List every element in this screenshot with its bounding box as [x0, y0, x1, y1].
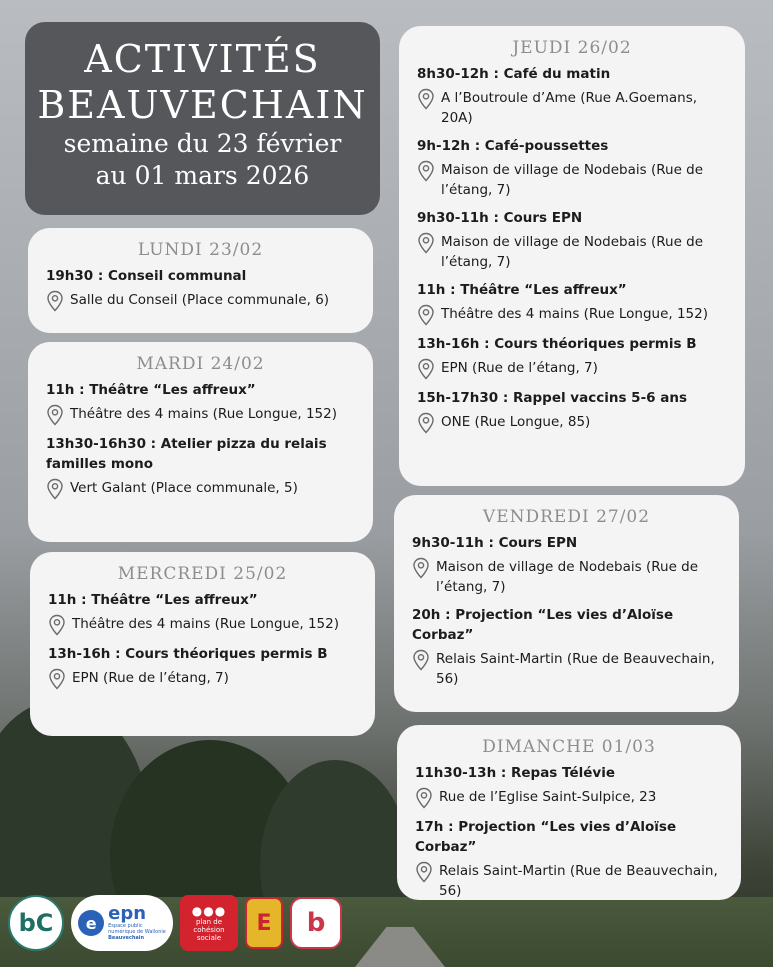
- title-banner: [25, 22, 380, 215]
- location-pin-icon: [46, 404, 64, 426]
- title-line-1: ACTIVITÉS: [84, 37, 321, 81]
- event-place-text: Salle du Conseil (Place communale, 6): [70, 292, 330, 308]
- day-label: JEUDI 26/02: [512, 38, 632, 58]
- day-card-dimanche: [397, 725, 741, 900]
- event-location: [417, 160, 727, 200]
- event-location: [48, 668, 357, 690]
- event-title: 13h30-16h30 : Atelier pizza du relais familles mono: [46, 436, 327, 472]
- event-location: [417, 304, 727, 326]
- pcs-dots-icon: ●●●: [191, 904, 227, 918]
- event-place-text: Relais Saint-Martin (Rue de Beauvechain, 56): [439, 863, 718, 899]
- event-title: 8h30-12h : Café du matin: [417, 66, 611, 82]
- event-title: 17h : Projection “Les vies d’Aloïse Corbaz”: [415, 819, 677, 855]
- location-pin-icon: [48, 614, 66, 636]
- location-pin-icon: [415, 787, 433, 809]
- day-label: MARDI 24/02: [136, 354, 265, 374]
- event-place-text: EPN (Rue de l’étang, 7): [72, 670, 229, 686]
- location-pin-icon: [417, 88, 435, 110]
- event-title: 11h30-13h : Repas Télévie: [415, 765, 615, 781]
- event-place-text: Vert Galant (Place communale, 5): [70, 480, 298, 496]
- location-pin-icon: [417, 304, 435, 326]
- event-location: [417, 88, 727, 128]
- event-title: 20h : Projection “Les vies d’Aloïse Corbaz”: [412, 607, 674, 643]
- event-place-text: Théâtre des 4 mains (Rue Longue, 152): [441, 306, 709, 322]
- location-pin-icon: [415, 861, 433, 883]
- event-title: 13h-16h : Cours théoriques permis B: [417, 336, 697, 352]
- event-place-text: Maison de village de Nodebais (Rue de l’étang, 7): [441, 162, 704, 198]
- epn-e-icon: e: [78, 910, 104, 936]
- event-place-text: A l’Boutroule d’Ame (Rue A.Goemans, 20A): [441, 90, 698, 126]
- event-place-text: Maison de village de Nodebais (Rue de l’étang, 7): [436, 559, 699, 595]
- event-location: [48, 614, 357, 636]
- event-title: 9h30-11h : Cours EPN: [412, 535, 578, 551]
- location-pin-icon: [412, 557, 430, 579]
- b-logo: b: [290, 897, 342, 949]
- event-location: [412, 649, 721, 689]
- day-label: MERCREDI 25/02: [117, 564, 288, 584]
- event-title: 15h-17h30 : Rappel vaccins 5-6 ans: [417, 390, 688, 406]
- partner-logos: [8, 893, 342, 953]
- event-title: 11h : Théâtre “Les affreux”: [46, 382, 256, 398]
- title-line-3: semaine du 23 février: [63, 129, 342, 158]
- day-card-vendredi: [394, 495, 739, 712]
- title-line-2: BEAUVECHAIN: [37, 83, 368, 127]
- day-label: VENDREDI 27/02: [482, 507, 651, 527]
- event-place-text: Rue de l’Eglise Saint-Sulpice, 23: [439, 789, 657, 805]
- location-pin-icon: [417, 160, 435, 182]
- location-pin-icon: [46, 290, 64, 312]
- commune-logo: E: [245, 897, 283, 949]
- location-pin-icon: [417, 412, 435, 434]
- event-location: [417, 358, 727, 380]
- event-location: [46, 404, 355, 426]
- location-pin-icon: [417, 232, 435, 254]
- event-title: 9h-12h : Café-poussettes: [417, 138, 609, 154]
- event-place-text: EPN (Rue de l’étang, 7): [441, 360, 598, 376]
- location-pin-icon: [412, 649, 430, 671]
- event-title: 11h : Théâtre “Les affreux”: [48, 592, 258, 608]
- title-line-4: au 01 mars 2026: [95, 161, 310, 190]
- location-pin-icon: [417, 358, 435, 380]
- location-pin-icon: [48, 668, 66, 690]
- event-place-text: Maison de village de Nodebais (Rue de l’étang, 7): [441, 234, 704, 270]
- event-title: 19h30 : Conseil communal: [46, 268, 247, 284]
- day-card-mercredi: [30, 552, 375, 736]
- day-card-mardi: [28, 342, 373, 542]
- event-location: [415, 787, 723, 809]
- event-title: 11h : Théâtre “Les affreux”: [417, 282, 627, 298]
- day-label: DIMANCHE 01/03: [482, 737, 656, 757]
- event-location: [415, 861, 723, 901]
- day-card-lundi: [28, 228, 373, 333]
- event-location: [417, 412, 727, 434]
- day-label: LUNDI 23/02: [137, 240, 264, 260]
- day-card-jeudi: [399, 26, 745, 486]
- bc-logo: bC: [8, 895, 64, 951]
- event-place-text: Théâtre des 4 mains (Rue Longue, 152): [72, 616, 340, 632]
- location-pin-icon: [46, 478, 64, 500]
- event-location: [46, 478, 355, 500]
- epn-logo: e epn Espace public numérique de Wallonie Beauvechain: [71, 895, 173, 951]
- event-place-text: Théâtre des 4 mains (Rue Longue, 152): [70, 406, 338, 422]
- event-place-text: ONE (Rue Longue, 85): [441, 414, 591, 430]
- event-location: [46, 290, 355, 312]
- event-location: [412, 557, 721, 597]
- event-title: 13h-16h : Cours théoriques permis B: [48, 646, 328, 662]
- pcs-logo: ●●● plan de cohésion sociale: [180, 895, 238, 951]
- event-title: 9h30-11h : Cours EPN: [417, 210, 583, 226]
- event-place-text: Relais Saint-Martin (Rue de Beauvechain, 56): [436, 651, 715, 687]
- event-location: [417, 232, 727, 272]
